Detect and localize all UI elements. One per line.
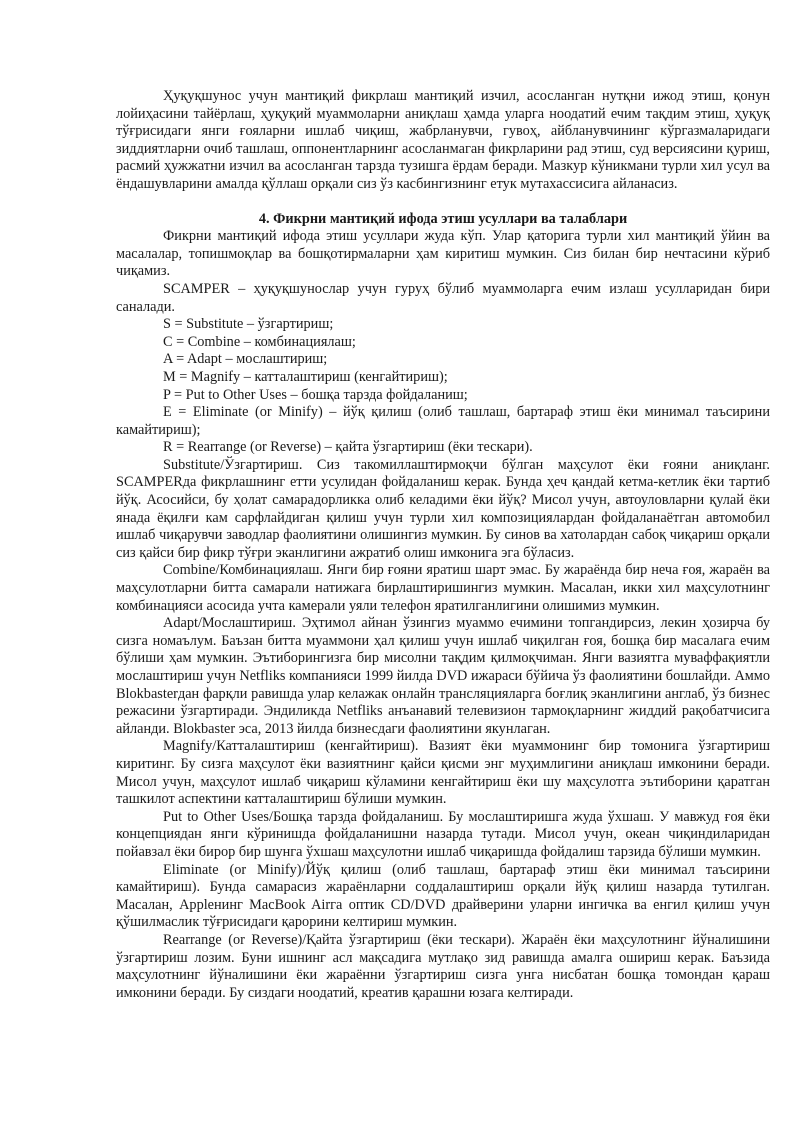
scamper-list-item: C = Combine – комбинациялаш; <box>163 333 356 350</box>
intro-paragraph: Ҳуқуқшунос учун мантиқий фикрлаш мантиқий изчил, асосланган нутқни ижод этиш, қонун лойиҳасини тайёрлаш, ҳуқуқий муаммоларни аниқлаш ҳамда уларга ноодатий ечим тақдим этиш, ҳуқуқ тўғрисидаги янги ғояларни ишлаб чиқиш, жабрланувчи, гувоҳ, айбланувчининг кўргазмаларидаги зиддиятларни очиб ташлаш, оппонентларнинг асосланмаган фикрларини рад этиш, суд версиясини қуриш, расмий ҳужжатни изчил ва асосланган тарзда тузишга ёрдам беради. Мазкур кўникмани турли хил усул ва ёндашувларини амалда қўллаш орқали сиз ўз касбингизнинг етук мутахассисига айланасиз. <box>116 88 770 192</box>
section-heading: 4. Фикрни мантиқий ифода этиш усуллари ва талаблари <box>258 210 628 227</box>
scamper-list-item: E = Eliminate (or Minify) – йўқ қилиш (олиб ташлаш, бартараф этиш ёки минимал таъсирини камайтириш); <box>116 404 770 438</box>
body-paragraph: Rearrange (or Reverse)/Қайта ўзгартириш (ёки тескари). Жараён ёки маҳсулотнинг йўналишини ўзгартириш лозим. Буни ишнинг асл мақсадига мутлақо зид равишда амалга ошириш керак. Баъзида маҳсулотнинг йўналишини ёки жараённи ўзгартириш сизга унга нисбатан бошқа томондан қараш имконини беради. Бу сиздаги ноодатий, креатив қарашни юзага келтиради. <box>116 931 770 1001</box>
body-paragraph: SCAMPER – ҳуқуқшунослар учун гуруҳ бўлиб муаммоларга ечим излаш усулларидан бири саналади. <box>116 280 770 315</box>
scamper-list-item: R = Rearrange (or Reverse) – қайта ўзгартириш (ёки тескари). <box>163 439 533 456</box>
scamper-list-item: P = Put to Other Uses – бошқа тарзда фойдаланиш; <box>163 386 468 403</box>
body-paragraph: Adapt/Мослаштириш. Эҳтимол айнан ўзингиз муаммо ечимини топгандирсиз, лекин ҳозирча бу сизга номаълум. Баъзан битта муаммони ҳал қилиш учун ишлаб чиқилган ғоя, бошқа бир масалага ечим бўлиши ҳам мумкин. Эътиборингизга бир мисолни тақдим қилмоқчиман. Янги вазиятга муваффақиятли мослаштириш учун Netfliks компанияси 1999 йилда DVD ижараси бўйича ўз фаолиятини бошлайди. Аммо Blokbasterдан фарқли равишда улар келажак онлайн трансляцияларга боғлиқ эканлигини англаб, ўз бизнес режасини ўзгартиради. Эндиликда Netfliks анъанавий телевизион тармоқларнинг жиддий рақобатчисига айланди. Blokbaster эса, 2013 йилда бизнесдаги фаолиятини якунлаган. <box>116 615 771 737</box>
scamper-list-item: S = Substitute – ўзгартириш; <box>163 316 334 333</box>
document-page <box>116 88 770 1002</box>
scamper-list-item: M = Magnify – катталаштириш (кенгайтириш); <box>163 368 448 385</box>
body-paragraph: Substitute/Ўзгартириш. Сиз такомиллаштирмоқчи бўлган маҳсулот ёки ғояни аниқланг. SCAMPERда фикрлашнинг етти усулидан фойдаланиш керак. Бунда ҳеч қандай кетма-кетлик ёки тартиб йўқ. Асосийси, бу ҳолат самарадорликка олиб келадими ёки йўқ? Мисол учун, автоуловларни қулай ёки янада ёқилғи кам сарфлайдиган қилиш учун турли хил композициялардан фойдаланаётган автомобил ишлаб чиқарувчи заводлар фаолиятини олишингиз мумкин. Бу синов ва хатолардан сабоқ чиқариш орқали сиз қайси бир фикр тўғри эканлигини ажратиб олиш имконига эга бўласиз. <box>116 456 770 561</box>
scamper-list-item: A = Adapt – мослаштириш; <box>163 351 328 368</box>
body-paragraph: Magnify/Катталаштириш (кенгайтириш). Вазият ёки муаммонинг бир томонига ўзгартириш киритинг. Бу сизга маҳсулот ёки вазиятнинг қайси қисми энг муҳимлигини аниқлаш имконини беради. Мисол учун, маҳсулот ишлаб чиқариш кўламини кенгайтириш ёки шу маҳсулотга эътиборини қаратган ташкилот аспектини катталаштириш бўлиши мумкин. <box>116 738 770 808</box>
body-paragraph: Фикрни мантиқий ифода этиш усуллари жуда кўп. Улар қаторига турли хил мантиқий ўйин ва масалалар, топишмоқлар ва бошқотирмаларни ҳам киритиш мумкин. Сиз билан бир нечтасини кўриб чиқамиз. <box>116 228 770 280</box>
body-paragraph: Eliminate (or Minify)/Йўқ қилиш (олиб ташлаш, бартараф этиш ёки минимал таъсирини камайтириш). Бунда самарасиз жараёнларни соддалаштириш орқали йўқ қилиш назарда тутилган. Масалан, Appleнинг MacBook Airга оптик CD/DVD драйверини уларни ингичка ва енгил қилиш учун қўшилмаслик тўғрисидаги қарорини келтириш мумкин. <box>116 861 770 931</box>
body-paragraph: Put to Other Uses/Бошқа тарзда фойдаланиш. Бу мослаштиришга жуда ўхшаш. У мавжуд ғоя ёки концепциядан янги кўринишда фойдаланишни назарда тутади. Мисол учун, океан чиқиндиларидан пойавзал ёки бирор бир шунга ўхшаш маҳсулотни ишлаб чиқаришда фойдалиш тарзида бўлиши мумкин. <box>116 808 770 860</box>
body-paragraph: Combine/Комбинациялаш. Янги бир ғояни яратиш шарт эмас. Бу жараёнда бир неча ғоя, жараён ва маҳсулотларни битта самарали натижага бирлаштиришингиз мумкин. Масалан, икки хил маҳсулотнинг комбинацияси асосида учта камерали уяли телефон яратилганлигини олишимиз мумкин. <box>116 562 770 614</box>
